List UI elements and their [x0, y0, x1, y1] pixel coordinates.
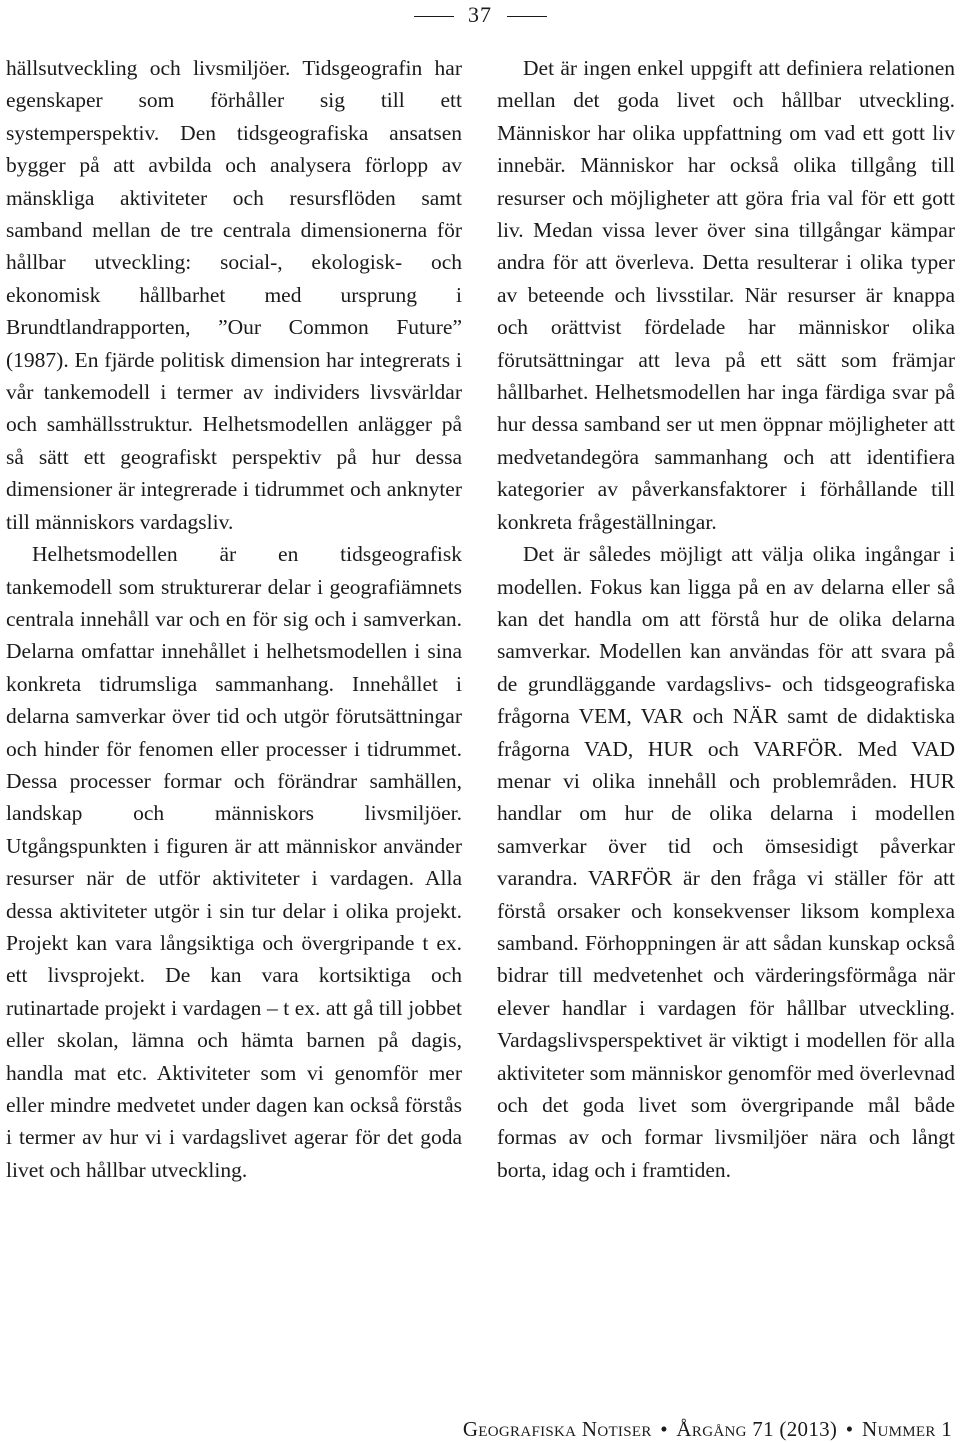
- right-paragraph-2: Det är således möjligt att välja olika ingångar i modellen. Fokus kan ligga på en av delarna eller så kan det handla om att förstå hur de olika delarna samverkar. Modellen kan användas för att svara på de grundläggande vardagslivs- och tidsgeografiska frågorna VEM, VAR och NÄR samt de didaktiska frågorna VAD, HUR och VARFÖR. Med VAD menar vi olika innehåll och problemråden. HUR handlar om hur de olika delarna i modellen samverkar över tid och ömsesidigt påverkar varandra. VARFÖR är den fråga vi ställer för att förstå orsaker och konsekvenser liksom komplexa samband. Förhoppningen är att sådan kunskap också bidrar till medvetenhet och värderingsförmåga när elever handlar i vardagen för hållbar utveckling. Vardagslivsperspektivet är viktigt i modellen för alla aktiviteter som människor genomför med överlevnad och det goda livet som övergripande mål både formas av och formar livsmiljöer nära och långt borta, idag och i framtiden.: [497, 542, 955, 1182]
- journal-name: Geografiska Notiser: [462, 1417, 652, 1441]
- header-rule-right: [507, 16, 547, 17]
- page-number: 37: [468, 2, 492, 27]
- left-paragraph-1: hällsutveckling och livsmiljöer. Tidsgeografin har egenskaper som förhåller sig till ett systemperspektiv. Den tidsgeografiska ansatsen bygger på att avbilda och analysera förlopp av mänskliga aktiviteter och resursflöden samt samband mellan de tre centrala dimensionerna för hållbar utveckling: social-, ekologisk- och ekonomisk hållbarhet med ursprung i Brundtlandrapporten, ”Our Common Future” (1987). En fjärde politisk dimension har integrerats i vår tankemodell i termer av individers livsvärldar och samhällsstruktur. Helhetsmodellen anlägger på så sätt ett geografiskt perspektiv på hur dessa dimensioner är integrerade i tidrummet och anknyter till människors vardagsliv.: [6, 56, 462, 534]
- right-paragraph-1: Det är ingen enkel uppgift att definiera relationen mellan det goda livet och hållbar utveckling. Människor har olika uppfattning om vad ett gott liv innebär. Människor har också olika tillgång till resurser och möjligheter att göra fria val för ett gott liv. Medan vissa lever över sina tillgångar kämpar andra för att överleva. Detta resulterar i olika typer av beteende och livsstilar. När resurser är knappa och orättvist fördelade har människor olika förutsättningar att leva på ett sätt som främjar hållbarhet. Helhetsmodellen har inga färdiga svar på hur dessa samband ser ut men öppnar möjligheter att medvetandegöra sammanhang och att identifiera kategorier av påverkansfaktorer i förhållande till konkreta frågeställningar.: [497, 56, 955, 534]
- page-header: [0, 2, 960, 28]
- left-paragraph-2: Helhetsmodellen är en tidsgeografisk tankemodell som strukturerar delar i geografiämnets centrala innehåll var och en för sig och i samverkan. Delarna omfattar innehållet i helhetsmodellen i sina konkreta tidrumsliga sammanhang. Innehållet i delarna samverkar över tid och utgör förutsättningar och hinder för fenomen eller processer i tidrummet. Dessa processer formar och förändrar samhällen, landskap och människors livsmiljöer. Utgångspunkten i figuren är att människor använder resurser när de utför aktiviteter i vardagen. Alla dessa aktiviteter utgör i sin tur delar i olika projekt. Projekt kan vara långsiktiga och övergripande t ex. ett livsprojekt. De kan vara kortsiktiga och rutinartade projekt i vardagen – t ex. att gå till jobbet eller skolan, lämna och hämta barnen på dagis, handla mat etc. Aktiviteter som vi genomför mer eller mindre medvetet under dagen kan också förstås i termer av hur vi i vardagslivet agerar för det goda livet och hållbar utveckling.: [6, 542, 462, 1182]
- journal-issue: Nummer 1: [862, 1417, 952, 1441]
- footer-separator: •: [660, 1417, 668, 1441]
- left-text-column: [6, 52, 462, 1186]
- journal-volume: Årgång 71 (2013): [676, 1417, 838, 1441]
- footer-separator: •: [845, 1417, 854, 1441]
- journal-footer: [463, 1416, 952, 1442]
- header-rule-left: [414, 16, 454, 17]
- right-text-column: [497, 52, 955, 1186]
